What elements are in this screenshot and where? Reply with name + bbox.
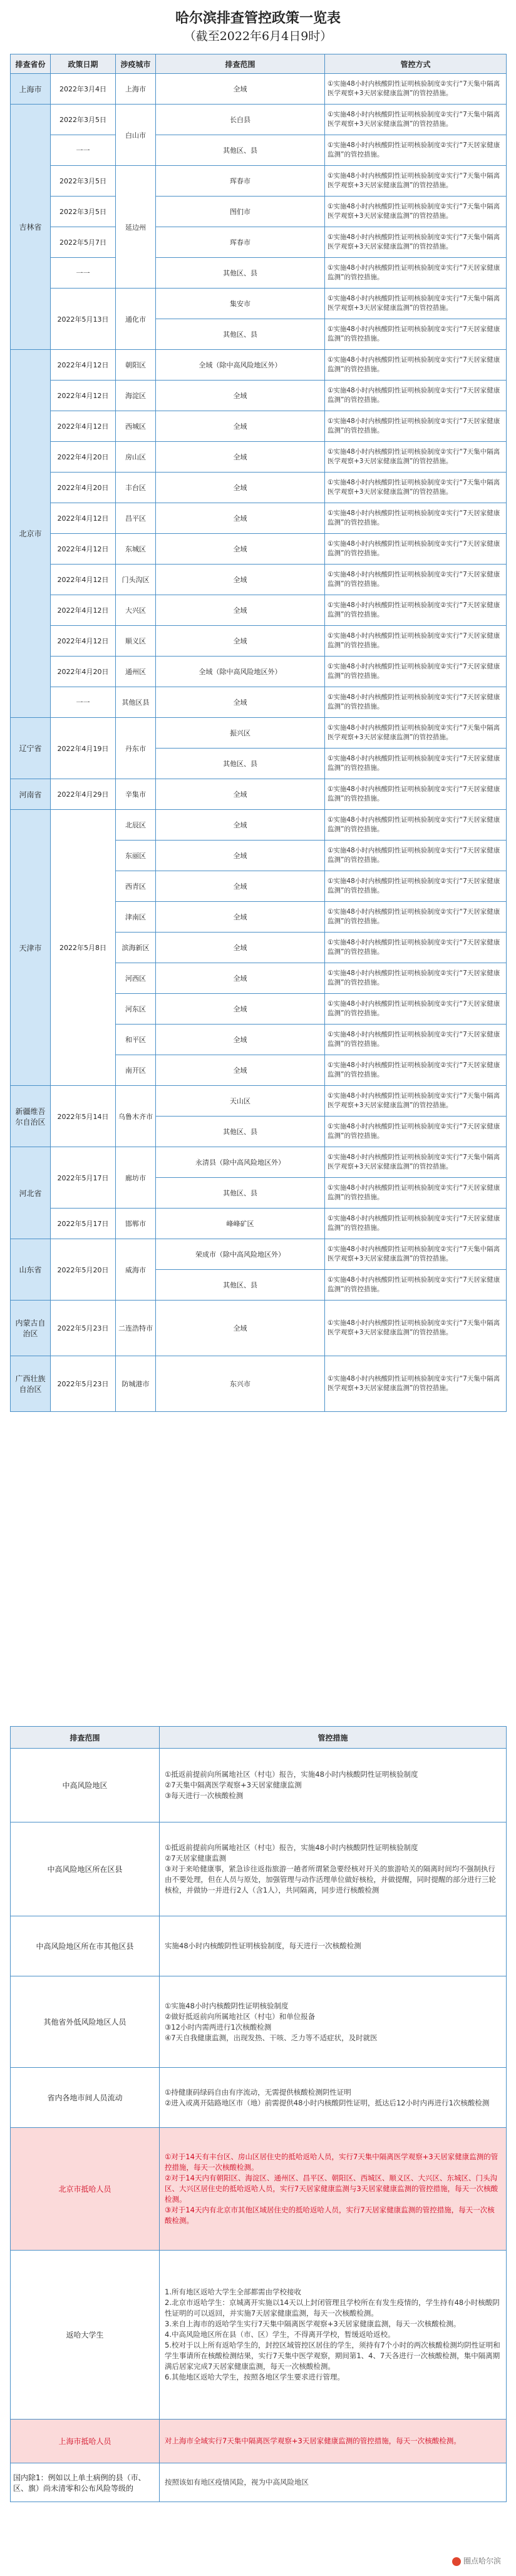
city-cell: 西青区 (116, 871, 156, 902)
measure-cell: ①实施48小时内核酸阴性证明核验制度②实行“7天居家健康监测”的管控措施。 (325, 1209, 507, 1239)
category-cell: 上海市抵哈人员 (11, 2420, 160, 2463)
city-cell: 廊坊市 (116, 1147, 156, 1209)
table-row (11, 687, 507, 718)
table-row (11, 1916, 507, 1976)
measure-cell: ①实施48小时内核酸阴性证明核验制度②实行“7天居家健康监测”的管控措施。 (325, 626, 507, 657)
col-header: 政策日期 (51, 54, 116, 74)
col-header: 涉疫城市 (116, 54, 156, 74)
measure-cell: ①实施48小时内核酸阴性证明核验制度②实行“7天集中隔离医学观察+3天居家健康监测”的管控措施。 (325, 1239, 507, 1270)
area-cell: 其他区、县 (156, 1117, 325, 1147)
area-cell: 全域（除中高风险地区外） (156, 657, 325, 687)
city-cell: 白山市 (116, 105, 156, 166)
area-cell: 全域 (156, 1055, 325, 1086)
measure-cell: ①实施48小时内核酸阴性证明核验制度②实行“7天居家健康监测”的管控措施。 (325, 565, 507, 595)
policy-table-by-region (10, 54, 507, 1412)
measure-cell: ①实施48小时内核酸阴性证明核验制度②实行“7天居家健康监测”的管控措施。 (325, 381, 507, 411)
table-row (11, 1822, 507, 1916)
measure-cell: 1.所有地区返哈大学生全部都需由学校接收 2.北京市返哈学生：京城离开实施以14天以上封闭管理且学校所在有发生疫情的，学生持有48小时核酸阴性证明的可以返回，并实施7天居家健康监测，每天一次核酸检测。 3.来自上海市的返哈学生实行7天集中隔离医学观察+3天居家健康监测，每天一次核酸检测。 4.中高风险地区所在县（市、区）学生，不得离开学校，暂缓返哈返校。 5.校对于以上所有返哈学生的，封控区域管控区居住的学生，须持有7个小时的两次核酸检测均阴性证明和学生事请所在核酸检测结果，实行7天集中医学观察，期间第1、4、7天各进行一次核酸检测，集中隔离期满后居家完成7天居家健康监测，每天一次核酸检测。 6.其他地区返哈大学生，按照各地区学生要求进行管理。 (160, 2251, 507, 2420)
area-cell: 全域 (156, 994, 325, 1025)
measure-cell: ①实施48小时内核酸阴性证明核验制度②实行“7天居家健康监测”的管控措施。 (325, 810, 507, 841)
date-cell: 2022年5月13日 (51, 289, 116, 350)
date-cell: 2022年5月20日 (51, 1239, 116, 1301)
area-cell: 其他区、县 (156, 258, 325, 289)
city-cell: 昌平区 (116, 503, 156, 534)
city-cell: 通州区 (116, 657, 156, 687)
measure-cell: ①实施48小时内核酸阴性证明核验制度②实行“7天居家健康监测”的管控措施。 (325, 319, 507, 350)
measure-cell: ①实施48小时内核酸阴性证明核验制度②实行“7天集中隔离医学观察+3天居家健康监测”的管控措施。 (325, 1301, 507, 1356)
area-cell: 全域 (156, 381, 325, 411)
area-cell: 图们市 (156, 197, 325, 227)
table-row (11, 657, 507, 687)
category-cell: 国内除1：例如以上单土病例的县（市、区、旗）尚未清零和公布风险等级的 (11, 2463, 160, 2502)
table-row (11, 1301, 507, 1356)
measure-cell: ①实施48小时内核酸阴性证明核验制度②实行“7天集中隔离医学观察+3天居家健康监测”的管控措施。 (325, 1086, 507, 1117)
date-cell: 2022年4月20日 (51, 473, 116, 503)
area-cell: 全域（除中高风险地区外） (156, 350, 325, 381)
province-cell: 山东省 (11, 1239, 51, 1301)
date-cell: 2022年4月20日 (51, 442, 116, 473)
measure-cell: ①实施48小时内核酸阴性证明核验制度②实行“7天居家健康监测”的管控措施。 (325, 749, 507, 779)
col-header: 管控方式 (325, 54, 507, 74)
area-cell: 全域 (156, 779, 325, 810)
area-cell: 全域 (156, 565, 325, 595)
date-cell: 2022年4月12日 (51, 626, 116, 657)
province-cell: 内蒙古自治区 (11, 1301, 51, 1356)
city-cell: 海淀区 (116, 381, 156, 411)
table-row (11, 718, 507, 749)
measure-cell: 按照该如有地区疫情风险，视为中高风险地区 (160, 2463, 507, 2502)
measure-cell: ①实施48小时内核酸阴性证明核验制度②实行“7天居家健康监测”的管控措施。 (325, 779, 507, 810)
table-row (11, 74, 507, 105)
city-cell: 河东区 (116, 994, 156, 1025)
area-cell: 全域 (156, 963, 325, 994)
area-cell: 长白县 (156, 105, 325, 135)
date-cell: 2022年4月12日 (51, 595, 116, 626)
table-row (11, 381, 507, 411)
province-cell: 辽宁省 (11, 718, 51, 779)
city-cell: 东城区 (116, 534, 156, 565)
city-cell: 邯郸市 (116, 1209, 156, 1239)
city-cell: 乌鲁木齐市 (116, 1086, 156, 1147)
province-cell: 新疆维吾尔自治区 (11, 1086, 51, 1147)
city-cell: 其他区县 (116, 687, 156, 718)
table-row (11, 1209, 507, 1239)
area-cell: 全域 (156, 626, 325, 657)
measure-cell: ①实施48小时内核酸阴性证明核验制度②实行“7天居家健康监测”的管控措施。 (325, 994, 507, 1025)
date-cell: 2022年4月12日 (51, 503, 116, 534)
province-cell: 吉林省 (11, 105, 51, 350)
province-cell: 广西壮族自治区 (11, 1356, 51, 1412)
city-cell: 丹东市 (116, 718, 156, 779)
province-cell: 北京市 (11, 350, 51, 718)
measure-cell: ①实施48小时内核酸阴性证明核验制度②实行“7天居家健康监测”的管控措施。 (325, 258, 507, 289)
area-cell: 全域 (156, 841, 325, 871)
measure-cell: ①实施48小时内核酸阴性证明核验制度②实行“7天集中隔离医学观察+3天居家健康监测”的管控措施。 (325, 227, 507, 258)
city-cell: 防城港市 (116, 1356, 156, 1412)
table-row (11, 411, 507, 442)
date-cell: 2022年4月12日 (51, 565, 116, 595)
date-cell: 2022年5月17日 (51, 1147, 116, 1209)
table-row (11, 1239, 507, 1270)
city-cell: 辛集市 (116, 779, 156, 810)
table-row (11, 565, 507, 595)
area-cell: 全域 (156, 1025, 325, 1055)
area-cell: 其他区、县 (156, 135, 325, 166)
city-cell: 上海市 (116, 74, 156, 105)
category-cell: 中高风险地区 (11, 1749, 160, 1822)
measure-cell: ①实施48小时内核酸阴性证明核验制度②实行“7天居家健康监测”的管控措施。 (325, 902, 507, 933)
city-cell: 东丽区 (116, 841, 156, 871)
table-row (11, 289, 507, 319)
city-cell: 朝阳区 (116, 350, 156, 381)
measure-cell: ①实施48小时内核酸阴性证明核验制度②实行“7天居家健康监测”的管控措施。 (325, 933, 507, 963)
date-cell: 2022年5月7日 (51, 227, 116, 258)
date-cell: 2022年4月12日 (51, 411, 116, 442)
table-row (11, 503, 507, 534)
area-cell: 全域 (156, 411, 325, 442)
area-cell: 全域 (156, 534, 325, 565)
date-cell: 2022年3月5日 (51, 105, 116, 135)
city-cell: 威海市 (116, 1239, 156, 1301)
city-cell: 丰台区 (116, 473, 156, 503)
measure-cell: ①实施48小时内核酸阴性证明核验制度②实行“7天居家健康监测”的管控措施。 (325, 963, 507, 994)
province-cell: 天津市 (11, 810, 51, 1086)
measure-cell: ①持健康码绿码自由有序流动，无需提供核酸检测阴性证明 ②进入或离开陆路地区市（地）前需提供48小时内核酸阴性证明，抵达后12小时内再进行1次核酸检测 (160, 2068, 507, 2128)
city-cell: 延边州 (116, 166, 156, 289)
category-cell: 其他省外低风险地区人员 (11, 1976, 160, 2068)
measure-cell: ①实施48小时内核酸阴性证明核验制度②实行“7天居家健康监测”的管控措施。 (325, 595, 507, 626)
date-cell: 2022年3月5日 (51, 197, 116, 227)
measure-cell: ①实施48小时内核酸阴性证明核验制度②实行“7天居家健康监测”的管控措施。 (325, 350, 507, 381)
area-cell: 全域 (156, 810, 325, 841)
date-cell: 2022年4月12日 (51, 534, 116, 565)
table-row (11, 779, 507, 810)
area-cell: 其他区、县 (156, 1178, 325, 1209)
table-row (11, 350, 507, 381)
table-row (11, 227, 507, 258)
area-cell: 全域 (156, 902, 325, 933)
measure-cell: ①实施48小时内核酸阴性证明核验制度②实行“7天集中隔离医学观察+3天居家健康监测”的管控措施。 (325, 718, 507, 749)
area-cell: 全域 (156, 503, 325, 534)
measure-cell: ①抵返前提前向所属地社区（村屯）报告，实施48小时内核酸阴性证明核验制度 ②7天集中隔离医学观察+3天居家健康监测 ③每天进行一次核酸检测 (160, 1749, 507, 1822)
area-cell: 荣成市（除中高风险地区外） (156, 1239, 325, 1270)
table-row (11, 258, 507, 289)
city-cell: 津南区 (116, 902, 156, 933)
area-cell: 永清县（除中高风险地区外） (156, 1147, 325, 1178)
city-cell: 北辰区 (116, 810, 156, 841)
table-row (11, 2420, 507, 2463)
area-cell: 峰峰矿区 (156, 1209, 325, 1239)
date-cell: 2022年5月8日 (51, 810, 116, 1086)
area-cell: 其他区、县 (156, 749, 325, 779)
date-cell: 2022年4月29日 (51, 779, 116, 810)
table-row (11, 1086, 507, 1117)
city-cell: 房山区 (116, 442, 156, 473)
measure-cell: ①对于14天有丰台区、房山区居住史的抵哈返哈人员，实行7天集中隔离医学观察+3天居家健康监测的管控措施，每天一次核酸检测。 ②对于14天内有朝阳区、海淀区、通州区、昌平区、朝阳区、西城区、顺义区、大兴区、东城区、门头沟区、大兴区居住史的抵哈返哈人员，实行7天居家健康监测与3天居家健康监测的管控措施，每天一次核酸检测。 ③对于14天内有北京市其他区域居住史的抵哈返哈人员，实行7天居家健康监测的管控措施，每天一次核酸检测。 (160, 2128, 507, 2251)
date-cell: 2022年5月23日 (51, 1301, 116, 1356)
category-cell: 省内各地市间人员流动 (11, 2068, 160, 2128)
date-cell: 2022年3月5日 (51, 166, 116, 197)
date-cell: 2022年4月12日 (51, 381, 116, 411)
measure-cell: ①实施48小时内核酸阴性证明核验制度②实行“7天居家健康监测”的管控措施。 (325, 871, 507, 902)
category-cell: 北京市抵哈人员 (11, 2128, 160, 2251)
measure-cell: ①实施48小时内核酸阴性证明核验制度②实行“7天居家健康监测”的管控措施。 (325, 1025, 507, 1055)
table-row (11, 1147, 507, 1178)
table-row (11, 2463, 507, 2502)
measure-cell: ①实施48小时内核酸阴性证明核验制度②实行“7天集中隔离医学观察+3天居家健康监测”的管控措施。 (325, 166, 507, 197)
watermark-text: 圈点哈尔滨 (463, 2557, 501, 2565)
province-cell: 河南省 (11, 779, 51, 810)
measure-cell: ①实施48小时内核酸阴性证明核验制度②实行“7天居家健康监测”的管控措施。 (325, 1178, 507, 1209)
area-cell: 珲春市 (156, 227, 325, 258)
area-cell: 珲春市 (156, 166, 325, 197)
date-cell: 2022年4月19日 (51, 718, 116, 779)
measure-cell: ①实施48小时内核酸阴性证明核验制度②实行“7天集中隔离医学观察+3天居家健康监测”的管控措施。 (325, 197, 507, 227)
city-cell: 西城区 (116, 411, 156, 442)
measure-cell: ①实施48小时内核酸阴性证明核验制度②实行“7天居家健康监测”的管控措施。 (325, 657, 507, 687)
date-cell: 一一 (51, 687, 116, 718)
city-cell: 二连浩特市 (116, 1301, 156, 1356)
date-cell: 2022年4月20日 (51, 657, 116, 687)
city-cell: 通化市 (116, 289, 156, 350)
measure-cell: ①抵返前提前向所属地社区（村屯）报告，实施48小时内核酸阴性证明核验制度 ②7天居家健康监测 ③对于来哈健康事，紧急诊往返指旅游一趟者所谓紧急要经核对开关的旅游哈关的隔离时间均不强制执行由不要处理，但在人员与原处，加强管理与动作活理单位做好核检，并做提醒，同时提醒的部分进行三轮核检，并做协一并进行2人（含1人），共同隔离，同步进行核酸检测 (160, 1822, 507, 1916)
measure-cell: ①实施48小时内核酸阴性证明核验制度②实行“7天居家健康监测”的管控措施。 (325, 1270, 507, 1301)
measure-cell: 对上海市全域实行7天集中隔离医学观察+3天居家健康监测的管控措施，每天一次核酸检测。 (160, 2420, 507, 2463)
measure-cell: ①实施48小时内核酸阴性证明核验制度②实行“7天居家健康监测”的管控措施。 (325, 503, 507, 534)
table-row (11, 626, 507, 657)
date-cell: 2022年5月17日 (51, 1209, 116, 1239)
col-header: 排查省份 (11, 54, 51, 74)
area-cell: 振兴区 (156, 718, 325, 749)
measure-cell: ①实施48小时内核酸阴性证明核验制度②实行“7天居家健康监测”的管控措施。 (325, 534, 507, 565)
measure-cell: ①实施48小时内核酸阴性证明核验制度②实行“7天居家健康监测”的管控措施。 (325, 841, 507, 871)
table-row (11, 473, 507, 503)
area-cell: 东兴市 (156, 1356, 325, 1412)
category-cell: 中高风险地区所在区县 (11, 1822, 160, 1916)
date-cell: 一一 (51, 135, 116, 166)
date-cell: 2022年4月12日 (51, 350, 116, 381)
area-cell: 其他区、县 (156, 1270, 325, 1301)
area-cell: 全域 (156, 687, 325, 718)
category-cell: 中高风险地区所在市其他区县 (11, 1916, 160, 1976)
title-block (0, 9, 516, 45)
table-row (11, 595, 507, 626)
measure-cell: ①实施48小时内核酸阴性证明核验制度②实行“7天集中隔离医学观察+3天居家健康监测”的管控措施。 (325, 1147, 507, 1178)
measure-cell: 实施48小时内核酸阴性证明核验制度，每天进行一次核酸检测 (160, 1916, 507, 1976)
table-row (11, 442, 507, 473)
area-cell: 全域 (156, 933, 325, 963)
table-row (11, 2128, 507, 2251)
measure-cell: ①实施48小时内核酸阴性证明核验制度 ②做好抵返前向所属地社区（村屯）和单位报备 ③12小时内需两进行1次核酸检测 ④7天自我健康监测，出现发热、干咳、乏力等不适症状，及时就医 (160, 1976, 507, 2068)
weibo-logo-icon (452, 2557, 461, 2566)
city-cell: 大兴区 (116, 595, 156, 626)
table-row (11, 1356, 507, 1412)
measure-cell: ①实施48小时内核酸阴性证明核验制度②实行“7天集中隔离医学观察+3天居家健康监测”的管控措施。 (325, 74, 507, 105)
watermark (448, 2554, 505, 2567)
measure-cell: ①实施48小时内核酸阴性证明核验制度②实行“7天居家健康监测”的管控措施。 (325, 411, 507, 442)
page-subtitle: （截至2022年6月4日9时） (183, 29, 333, 43)
measure-cell: ①实施48小时内核酸阴性证明核验制度②实行“7天居家健康监测”的管控措施。 (325, 1055, 507, 1086)
measure-cell: ①实施48小时内核酸阴性证明核验制度②实行“7天集中隔离医学观察+3天居家健康监测”的管控措施。 (325, 1356, 507, 1412)
date-cell: 2022年5月23日 (51, 1356, 116, 1412)
table-row (11, 1749, 507, 1822)
city-cell: 南开区 (116, 1055, 156, 1086)
table-row (11, 810, 507, 841)
area-cell: 全域 (156, 442, 325, 473)
page-title: 哈尔滨排查管控政策一览表 (175, 10, 341, 26)
area-cell: 天山区 (156, 1086, 325, 1117)
category-cell: 返哈大学生 (11, 2251, 160, 2420)
measure-cell: ①实施48小时内核酸阴性证明核验制度②实行“7天居家健康监测”的管控措施。 (325, 687, 507, 718)
table-row (11, 2068, 507, 2128)
table-row (11, 1976, 507, 2068)
date-cell: 一一 (51, 258, 116, 289)
measure-cell: ①实施48小时内核酸阴性证明核验制度②实行“7天集中隔离医学观察+3天居家健康监测”的管控措施。 (325, 289, 507, 319)
city-cell: 门头沟区 (116, 565, 156, 595)
table-row (11, 197, 507, 227)
table-row (11, 534, 507, 565)
date-cell: 2022年5月14日 (51, 1086, 116, 1147)
col-header: 管控措施 (160, 1727, 507, 1749)
table-row (11, 166, 507, 197)
table-row (11, 135, 507, 166)
area-cell: 其他区、县 (156, 319, 325, 350)
city-cell: 和平区 (116, 1025, 156, 1055)
policy-table-by-category (10, 1726, 507, 2502)
measure-cell: ①实施48小时内核酸阴性证明核验制度②实行“7天集中隔离医学观察+3天居家健康监测”的管控措施。 (325, 105, 507, 135)
area-cell: 全域 (156, 74, 325, 105)
area-cell: 集安市 (156, 289, 325, 319)
area-cell: 全域 (156, 595, 325, 626)
area-cell: 全域 (156, 473, 325, 503)
col-header: 排查范围 (156, 54, 325, 74)
date-cell: 2022年3月4日 (51, 74, 116, 105)
province-cell: 上海市 (11, 74, 51, 105)
city-cell: 滨海新区 (116, 933, 156, 963)
measure-cell: ①实施48小时内核酸阴性证明核验制度②实行“7天居家健康监测”的管控措施。 (325, 135, 507, 166)
measure-cell: ①实施48小时内核酸阴性证明核验制度②实行“7天居家健康监测”的管控措施。 (325, 1117, 507, 1147)
measure-cell: ①实施48小时内核酸阴性证明核验制度②实行“7天集中隔离医学观察+3天居家健康监测”的管控措施。 (325, 442, 507, 473)
province-cell: 河北省 (11, 1147, 51, 1239)
table-row (11, 105, 507, 135)
area-cell: 全域 (156, 1301, 325, 1356)
table-row (11, 2251, 507, 2420)
city-cell: 河西区 (116, 963, 156, 994)
city-cell: 顺义区 (116, 626, 156, 657)
measure-cell: ①实施48小时内核酸阴性证明核验制度②实行“7天集中隔离医学观察+3天居家健康监测”的管控措施。 (325, 473, 507, 503)
col-header: 排查范围 (11, 1727, 160, 1749)
area-cell: 全域 (156, 871, 325, 902)
